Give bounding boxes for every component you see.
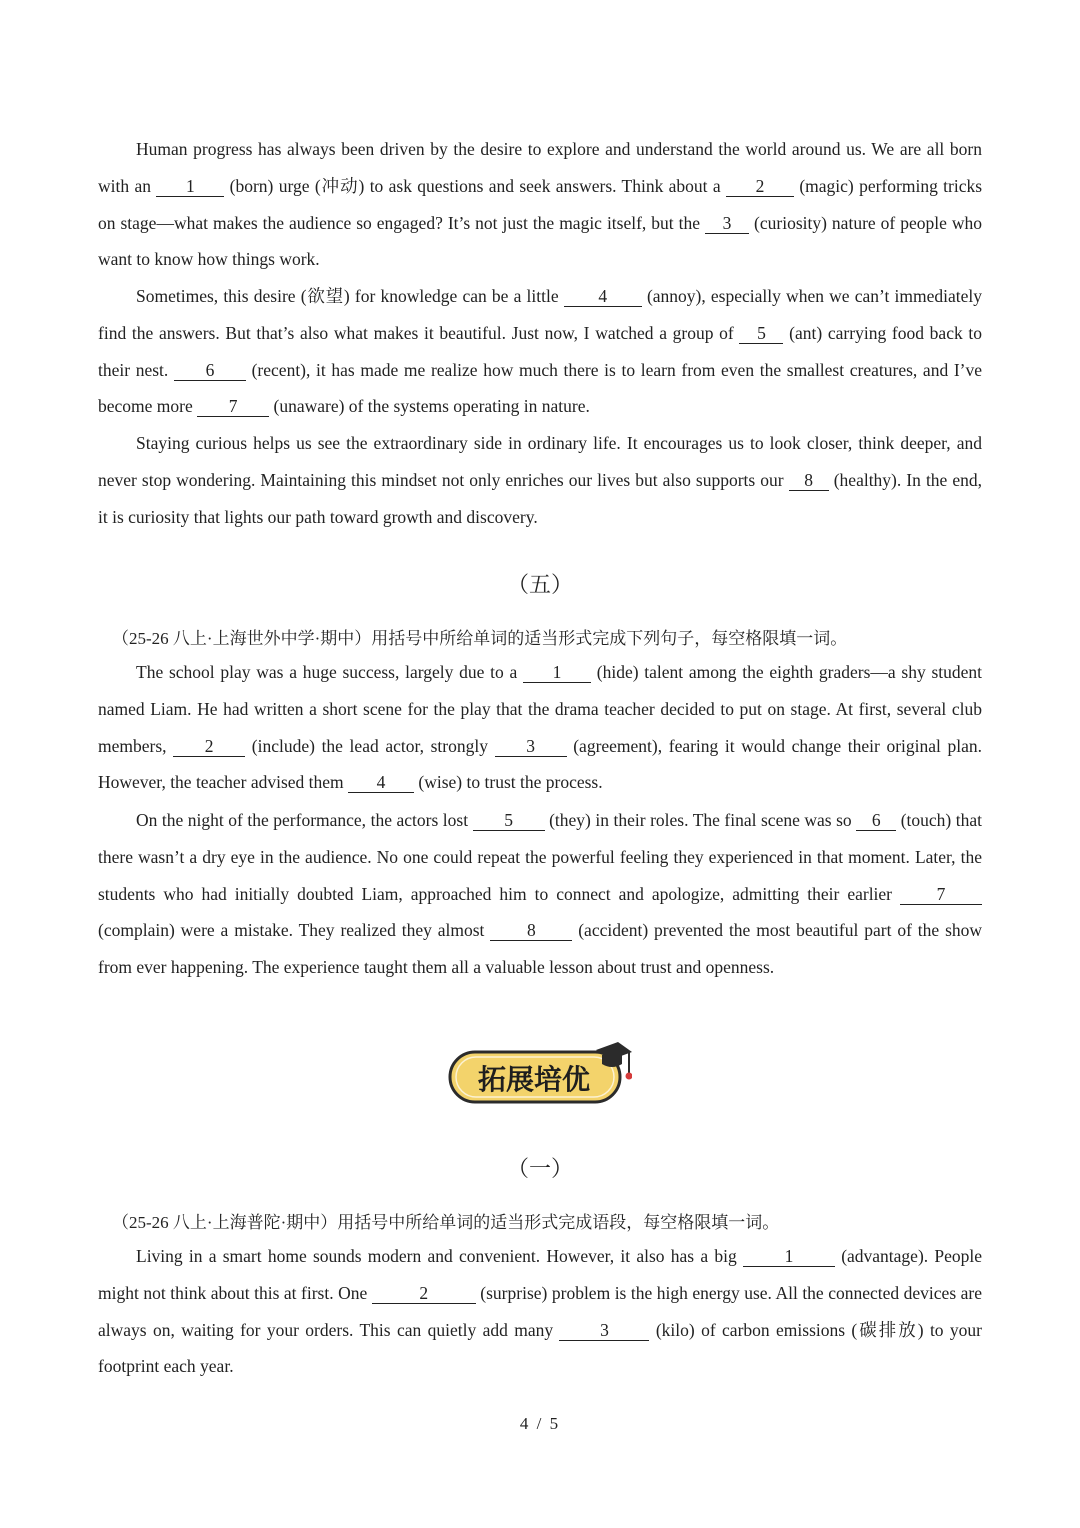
s6-paragraph-1: Living in a smart home sounds modern and convenient. However, it also has a big 1 (advantage). People might not think about this at first. One 2 (surprise) problem is the high energy use. All the connected devices are always on, waiting for your orders. This can quietly add many 3 (kilo) of carbon emissions (碳排放) to your footprint each year.	[98, 1246, 983, 1377]
blank-4[interactable]: 4	[348, 772, 414, 793]
blank-1[interactable]: 1	[523, 662, 591, 683]
blank-5[interactable]: 5	[739, 323, 783, 344]
page-number: 4 / 5	[519, 1414, 561, 1433]
blank-6[interactable]: 6	[856, 810, 896, 831]
section-title-1: （一）	[506, 1157, 573, 1182]
blank-2[interactable]: 2	[173, 736, 245, 757]
blank-3[interactable]: 3	[495, 736, 567, 757]
blank-7[interactable]: 7	[900, 884, 982, 905]
extension-banner	[446, 1040, 632, 1108]
blank-5[interactable]: 5	[473, 810, 545, 831]
blank-2[interactable]: 2	[372, 1283, 476, 1304]
section-source-1: （25-26 八上·上海普陀·期中）用括号中所给单词的适当形式完成语段，每空格限填一词。	[112, 1213, 780, 1232]
s4-paragraph-2: Sometimes, this desire (欲望) for knowledge can be a little 4 (annoy), especially when we can’t immediately find the answers. But that’s also what makes it beautiful. Just now, I watched a group of 5 (ant) carrying food back to their nest. 6 (recent), it has made me realize how much there is to learn from even the smallest creatures, and I’ve become more 7 (unaware) of the systems operating in nature.	[98, 286, 983, 417]
section-source-5: （25-26 八上·上海世外中学·期中）用括号中所给单词的适当形式完成下列句子，每空格限填一词。	[112, 629, 848, 648]
blank-8[interactable]: 8	[789, 470, 829, 491]
blank-7[interactable]: 7	[197, 396, 269, 417]
s5-paragraph-2: On the night of the performance, the actors lost 5 (they) in their roles. The final scene was so 6 (touch) that there wasn’t a dry eye in the audience. No one could repeat the powerful feeling they experienced in that moment. Later, the students who had initially doubted Liam, approached him to connect and apologize, admitting their earlier 7 (complain) were a mistake. They realized they almost 8 (accident) prevented the most beautiful part of the show from ever happening. The experience taught them all a valuable lesson about trust and openness.	[98, 810, 983, 978]
s4-paragraph-3: Staying curious helps us see the extraordinary side in ordinary life. It encourages us to look closer, think deeper, and never stop wondering. Maintaining this mindset not only enriches our lives but also supports our 8 (healthy). In the end, it is curiosity that lights our path toward growth and discovery.	[98, 433, 983, 527]
blank-2[interactable]: 2	[726, 176, 794, 197]
section-title-5: （五）	[506, 573, 573, 598]
s5-paragraph-1: The school play was a huge success, largely due to a 1 (hide) talent among the eighth graders—a shy student named Liam. He had written a short scene for the play that the drama teacher decided to put on stage. At first, several club members, 2 (include) the lead actor, strongly 3 (agreement), fearing it would change their original plan. However, the teacher advised them 4 (wise) to trust the process.	[98, 662, 983, 793]
banner-text: 拓展培优	[477, 1063, 591, 1096]
blank-3[interactable]: 3	[705, 213, 749, 234]
blank-6[interactable]: 6	[174, 360, 246, 381]
s4-paragraph-1: Human progress has always been driven by the desire to explore and understand the world around us. We are all born with an 1 (born) urge (冲动) to ask questions and seek answers. Think about a 2 (magic) performing tricks on stage—what makes the audience so engaged? It’s not just the magic itself, but the 3 (curiosity) nature of people who want to know how things work.	[98, 139, 983, 270]
blank-1[interactable]: 1	[743, 1246, 835, 1267]
blank-3[interactable]: 3	[559, 1320, 649, 1341]
blank-1[interactable]: 1	[156, 176, 224, 197]
blank-4[interactable]: 4	[564, 286, 642, 307]
blank-8[interactable]: 8	[490, 920, 572, 941]
